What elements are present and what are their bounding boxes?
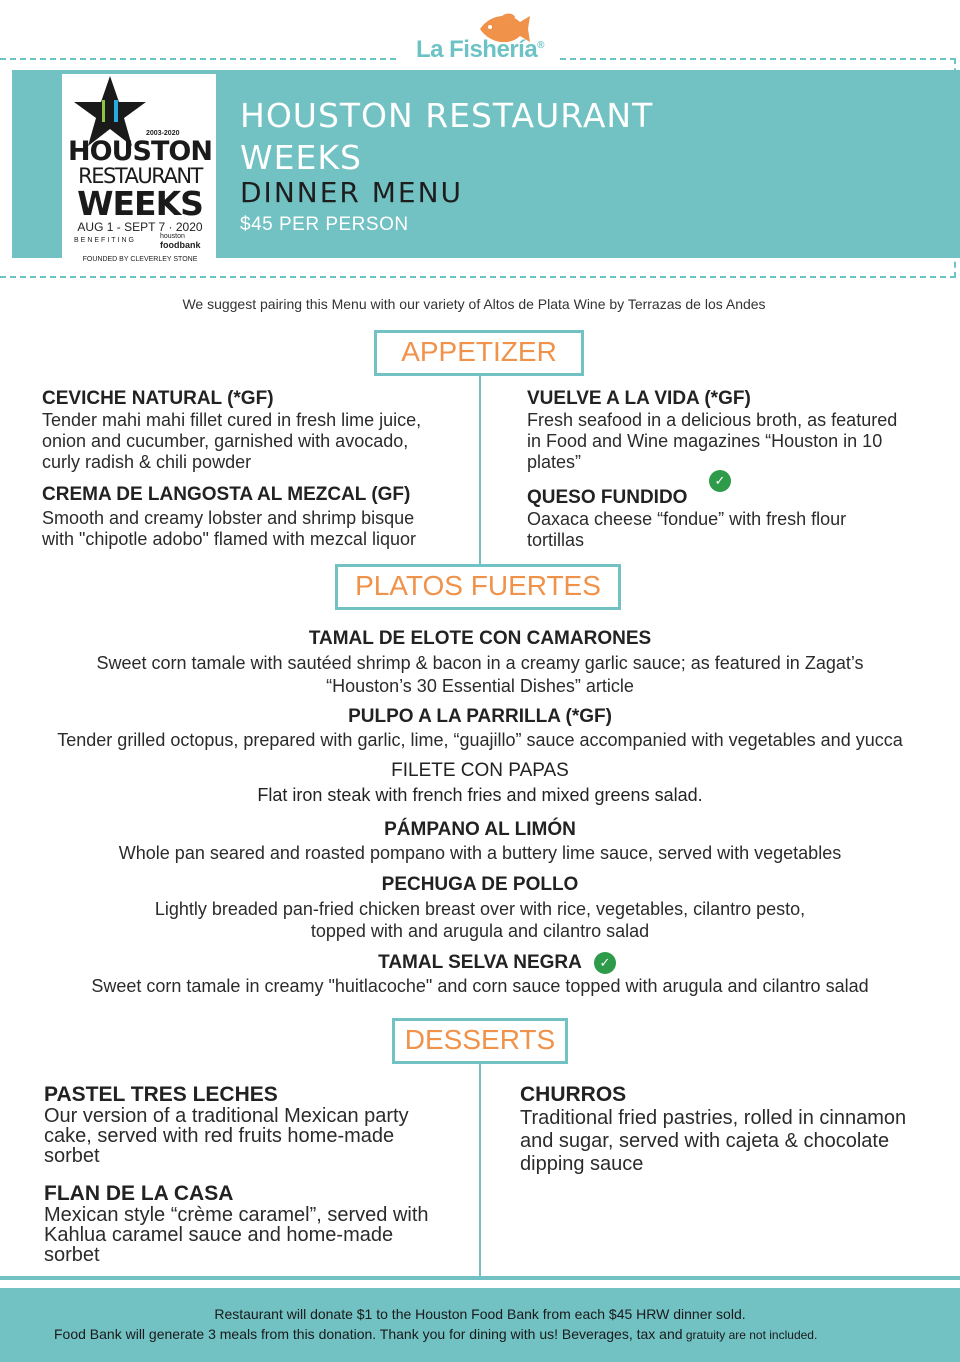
desc-line: Lightly breaded pan-fried chicken breast over with rice, vegetables, cilantro pesto, [154,899,806,919]
menu-item-name: PULPO A LA PARRILLA (*GF) [348,706,612,727]
desc-line: Smooth and creamy lobster and shrimp bisque [42,508,415,528]
footer-disclaimer [54,1326,954,1342]
desc-line: Oaxaca cheese “fondue” with fresh flour [527,509,847,529]
desc-line: Tender mahi mahi fillet cured in fresh lime juice, [42,410,422,430]
logo-dates: AUG 1 - SEPT 7 · 2020 [77,220,203,234]
menu-item-desc [42,410,421,473]
menu-item-name: TAMAL SELVA NEGRA [378,952,582,973]
desc-line: Sweet corn tamale in creamy "huitlacoche" and corn sauce topped with arugula and cilantro salad [91,976,869,996]
menu-item-desc [44,1205,429,1265]
desc-line: with "chipotle adobo" flamed with mezcal liquor [42,529,416,549]
menu-item-desc [0,785,960,806]
logo-word-weeks: WEEKS [77,184,203,223]
desc-line: dipping sauce [520,1153,644,1175]
logo-founded: FOUNDED BY CLEVERLEY STONE [82,256,198,263]
menu-item-name: CHURROS [520,1083,627,1106]
desc-line: Kahlua caramel sauce and home-made [44,1224,394,1246]
menu-item-name: VUELVE A LA VIDA (*GF) [527,388,751,409]
menu-item-name: CREMA DE LANGOSTA AL MEZCAL (GF) [42,484,411,505]
desc-line: Our version of a traditional Mexican party [44,1105,409,1127]
desc-line: Flat iron steak with french fries and mixed greens salad. [257,785,703,805]
foodbank-top: houston [160,233,185,240]
menu-item-name: PÁMPANO AL LIMÓN [384,819,576,840]
logo-word-houston: HOUSTON [68,136,212,167]
desc-line: cake, served with red fruits home-made [44,1125,395,1147]
page-subtitle: DINNER MENU [240,176,464,209]
appetizer-heading: APPETIZER [374,330,584,376]
brand-reg-mark: ® [537,40,545,51]
foodbank-logo [160,232,201,250]
footer-rule [0,1276,960,1280]
logo-word-restaurant: RESTAURANT [78,164,202,188]
desc-line: Sweet corn tamale with sautéed shrimp & bacon in a creamy garlic sauce; as featured in Zagat’s [96,653,864,673]
desc-line: Traditional fried pastries, rolled in cinnamon [520,1107,907,1129]
menu-item-name: PECHUGA DE POLLO [381,874,579,895]
desserts-divider [479,1060,481,1276]
platos-heading: PLATOS FUERTES [335,564,621,610]
foodbank-bottom: foodbank [160,240,201,250]
menu-item-desc [0,652,960,698]
menu-item-desc [0,843,960,864]
menu-item-desc [527,509,846,551]
desc-line: sorbet [44,1244,100,1266]
menu-item-name: FILETE CON PAPAS [391,760,569,781]
brand-name: La Fishería [415,36,538,63]
page-title-line1: HOUSTON RESTAURANT [240,96,654,135]
menu-item-name: PASTEL TRES LECHES [44,1083,278,1106]
footer-disclaimer-main: Food Bank will generate 3 meals from this donation. Thank you for dining with us! Beverages, tax and [54,1326,683,1342]
desc-line: “Houston’s 30 Essential Dishes” article [326,676,634,696]
menu-item-name: QUESO FUNDIDO [527,487,688,508]
menu-item-desc [527,410,897,473]
desserts-heading: DESSERTS [392,1018,568,1064]
pairing-note: We suggest pairing this Menu with our variety of Altos de Plata Wine by Terrazas de los Andes [182,296,766,312]
desc-line: plates” [527,452,582,472]
desc-line: in Food and Wine magazines “Houston in 10 [527,431,883,451]
vegetarian-leaf-icon: ✓ [594,952,616,974]
price-label: $45 PER PERSON [240,214,409,235]
desc-line: tortillas [527,530,585,550]
brand-logo [360,36,600,64]
desc-line: Whole pan seared and roasted pompano with a buttery lime sauce, served with vegetables [118,843,842,863]
footer-donation-note: Restaurant will donate $1 to the Houston Food Bank from each $45 HRW dinner sold. [214,1306,746,1322]
desc-line: curly radish & chili powder [42,452,252,472]
menu-item-name: FLAN DE LA CASA [44,1182,234,1205]
desc-line: Mexican style “crème caramel”, served with [44,1204,429,1226]
menu-item-desc [0,730,960,751]
footer [0,1288,960,1362]
vegetarian-leaf-icon: ✓ [709,470,731,492]
menu-item-desc [42,508,416,550]
logo-benefiting: BENEFITING [74,237,137,244]
menu-item-desc [0,976,960,997]
footer-disclaimer-small: gratuity are not included. [682,1328,818,1342]
appetizer-divider [479,372,481,568]
menu-item-desc [44,1106,409,1166]
desc-line: Fresh seafood in a delicious broth, as featured [527,410,898,430]
menu-item-desc [0,898,960,942]
desc-line: and sugar, served with cajeta & chocolate [520,1130,890,1152]
desc-line: onion and cucumber, garnished with avocado, [42,431,409,451]
logo-years: 2003-2020 [146,130,180,137]
menu-item-desc [520,1107,906,1176]
desc-line: sorbet [44,1145,100,1167]
hrw-logo [62,74,216,266]
menu-item-name: TAMAL DE ELOTE CON CAMARONES [308,628,652,649]
desc-line: Tender grilled octopus, prepared with garlic, lime, “guajillo” sauce accompanied with vegetables and yucca [57,730,903,750]
menu-item-name: CEVICHE NATURAL (*GF) [42,388,274,409]
desc-line: topped with and arugula and cilantro salad [310,921,650,941]
page-title-line2: WEEKS [240,138,362,177]
